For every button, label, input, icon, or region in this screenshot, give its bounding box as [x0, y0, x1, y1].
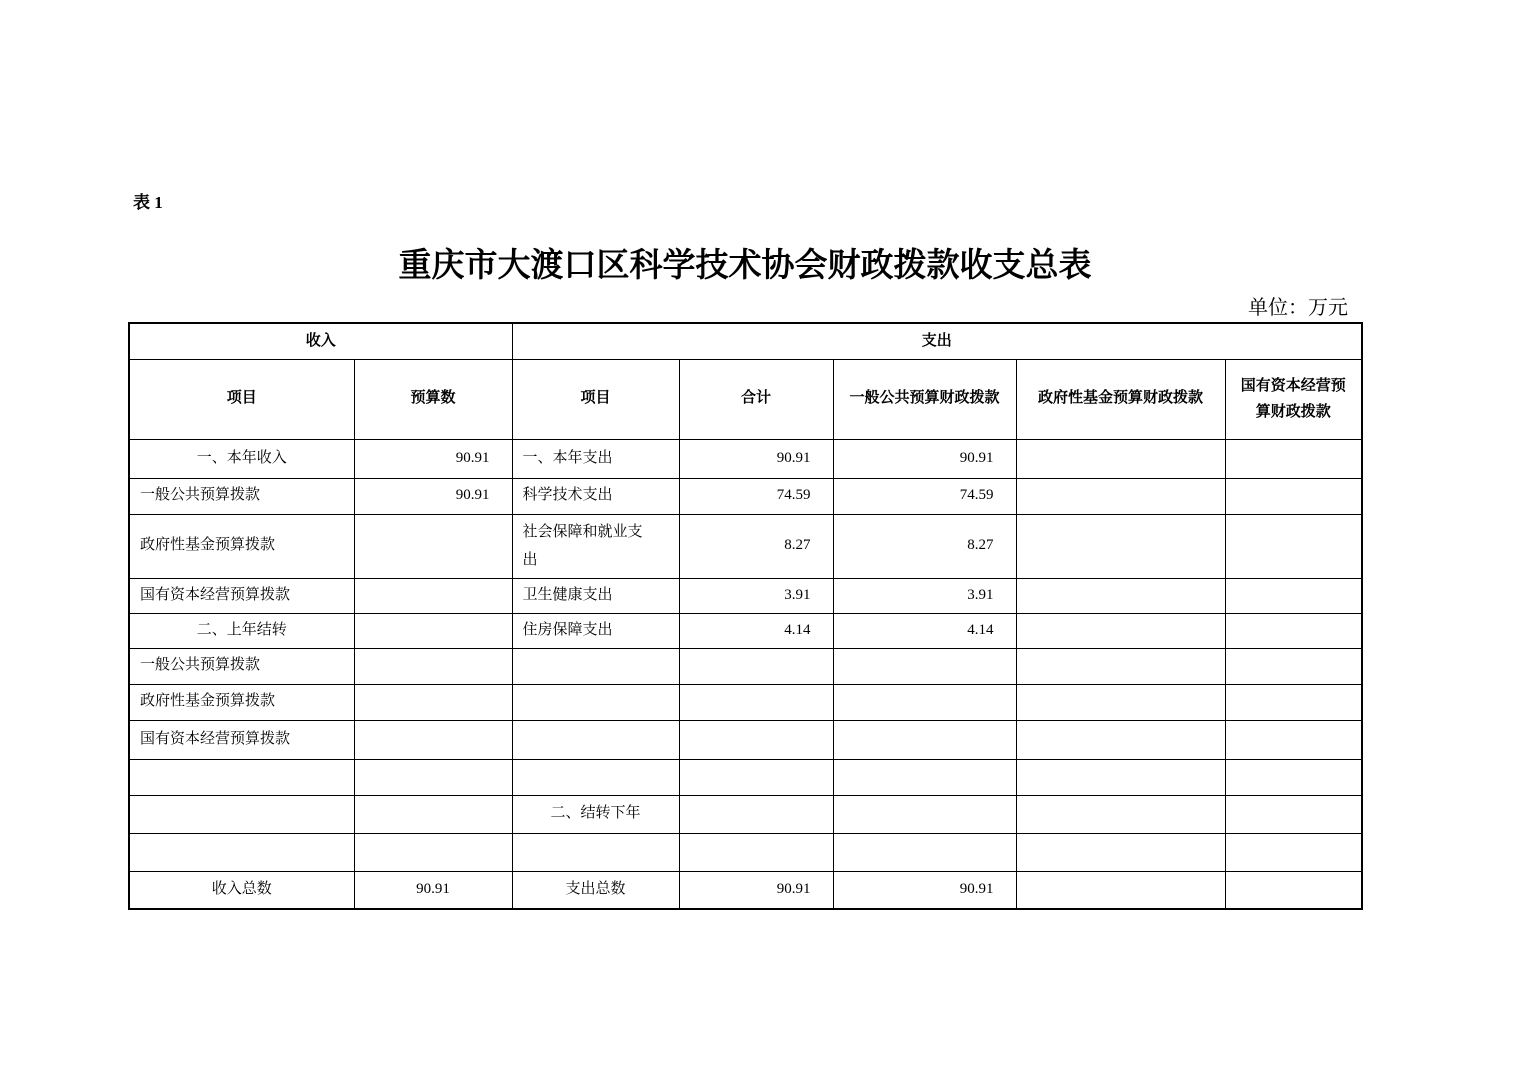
table-cell: [354, 795, 512, 833]
table-cell: [679, 759, 833, 795]
table-cell: 政府性基金预算拨款: [129, 514, 354, 578]
table-cell: [354, 759, 512, 795]
table-cell: [679, 720, 833, 759]
table-cell: 90.91: [833, 439, 1016, 478]
table-cell: [1016, 720, 1225, 759]
table-cell: 国有资本经营预算拨款: [129, 720, 354, 759]
table-row: [129, 833, 1362, 871]
table-cell: 74.59: [679, 478, 833, 514]
table-cell: [679, 648, 833, 684]
table-cell: [512, 759, 679, 795]
table-cell: 8.27: [833, 514, 1016, 578]
table-cell: [354, 833, 512, 871]
column-header-general-public-budget: 一般公共预算财政拨款: [833, 359, 1016, 439]
totals-row: [129, 871, 1362, 909]
table-cell: [1225, 759, 1362, 795]
page-title: 重庆市大渡口区科学技术协会财政拨款收支总表: [398, 248, 1092, 284]
table-cell: [1225, 514, 1362, 578]
column-header-total: 合计: [679, 359, 833, 439]
unit-note: 单位：万元: [1248, 297, 1348, 319]
column-header-budget-amount: 预算数: [354, 359, 512, 439]
table-cell: [354, 648, 512, 684]
column-header-income-item: 项目: [129, 359, 354, 439]
table-cell: 收入总数: [129, 871, 354, 909]
table-cell: 90.91: [354, 439, 512, 478]
table-cell: 国有资本经营预算拨款: [129, 578, 354, 613]
table-cell: [1016, 478, 1225, 514]
table-cell: [129, 795, 354, 833]
table-cell: [1016, 439, 1225, 478]
table-cell: 一般公共预算拨款: [129, 478, 354, 514]
table-cell: 一、本年收入: [129, 439, 354, 478]
table-cell: [833, 648, 1016, 684]
table-cell: 74.59: [833, 478, 1016, 514]
column-header-gov-fund-budget: 政府性基金预算财政拨款: [1016, 359, 1225, 439]
table-cell: [833, 759, 1016, 795]
table-row: [129, 684, 1362, 720]
table-cell: [1225, 795, 1362, 833]
table-cell: 二、上年结转: [129, 613, 354, 648]
table-cell: 支出总数: [512, 871, 679, 909]
column-header-row: [129, 359, 1362, 439]
table-cell: [1225, 871, 1362, 909]
table-cell: [1016, 833, 1225, 871]
table-cell: 政府性基金预算拨款: [129, 684, 354, 720]
column-header-state-capital-budget-label: 国有资本经营预算财政拨款: [1240, 377, 1346, 420]
table-cell: 一般公共预算拨款: [129, 648, 354, 684]
table-cell: 90.91: [833, 871, 1016, 909]
income-group-header: 收入: [129, 323, 512, 359]
table-row: [129, 795, 1362, 833]
table-row: [129, 439, 1362, 478]
table-cell: [833, 684, 1016, 720]
table-row: [129, 759, 1362, 795]
table-cell: [354, 613, 512, 648]
table-cell: 90.91: [354, 871, 512, 909]
table-cell: [354, 684, 512, 720]
table-cell: 3.91: [679, 578, 833, 613]
budget-summary-table: [128, 322, 1363, 910]
table-cell: [512, 514, 679, 578]
table-cell: [512, 648, 679, 684]
table-cell: [833, 720, 1016, 759]
table-cell-text: 社会保障和就业支出: [522, 523, 643, 568]
table-cell: [679, 833, 833, 871]
table-cell: [1016, 684, 1225, 720]
table-cell: 90.91: [679, 439, 833, 478]
table-row: [129, 648, 1362, 684]
table-cell: [512, 833, 679, 871]
table-cell: [1225, 613, 1362, 648]
table-row: [129, 514, 1362, 578]
table-cell: [1016, 759, 1225, 795]
table-cell: [1225, 720, 1362, 759]
table-cell: [833, 795, 1016, 833]
table-cell: [1016, 578, 1225, 613]
table-cell: 科学技术支出: [512, 478, 679, 514]
table-cell: 住房保障支出: [512, 613, 679, 648]
table-cell: 90.91: [679, 871, 833, 909]
column-header-expenditure-item: 项目: [512, 359, 679, 439]
group-header-row: [129, 323, 1362, 359]
table-cell: [1225, 478, 1362, 514]
table-cell: [1225, 684, 1362, 720]
table-cell: 3.91: [833, 578, 1016, 613]
table-cell: [1225, 648, 1362, 684]
table-cell: [1016, 613, 1225, 648]
table-label: 表 1: [133, 193, 163, 212]
table-row: [129, 720, 1362, 759]
table-cell: [354, 720, 512, 759]
table-cell: [1016, 648, 1225, 684]
table-cell: [129, 759, 354, 795]
table-cell: [679, 795, 833, 833]
table-cell: 4.14: [679, 613, 833, 648]
table-cell: [833, 833, 1016, 871]
table-cell: 二、结转下年: [512, 795, 679, 833]
table-cell: [679, 684, 833, 720]
table-cell: [354, 514, 512, 578]
table-cell: [1016, 514, 1225, 578]
table-cell: [354, 578, 512, 613]
column-header-state-capital-budget: [1225, 359, 1362, 439]
table-cell: [512, 720, 679, 759]
table-cell: 90.91: [354, 478, 512, 514]
expenditure-group-header: 支出: [512, 323, 1362, 359]
table-cell: [1016, 871, 1225, 909]
table-cell: [1225, 578, 1362, 613]
table-cell: 卫生健康支出: [512, 578, 679, 613]
table-row: [129, 578, 1362, 613]
table-cell: 8.27: [679, 514, 833, 578]
table-cell: [1016, 795, 1225, 833]
table-row: [129, 613, 1362, 648]
table-cell: [512, 684, 679, 720]
table-cell: [1225, 833, 1362, 871]
table-cell: 4.14: [833, 613, 1016, 648]
table-cell: [1225, 439, 1362, 478]
table-row: [129, 478, 1362, 514]
table-cell: [129, 833, 354, 871]
table-cell: 一、本年支出: [512, 439, 679, 478]
